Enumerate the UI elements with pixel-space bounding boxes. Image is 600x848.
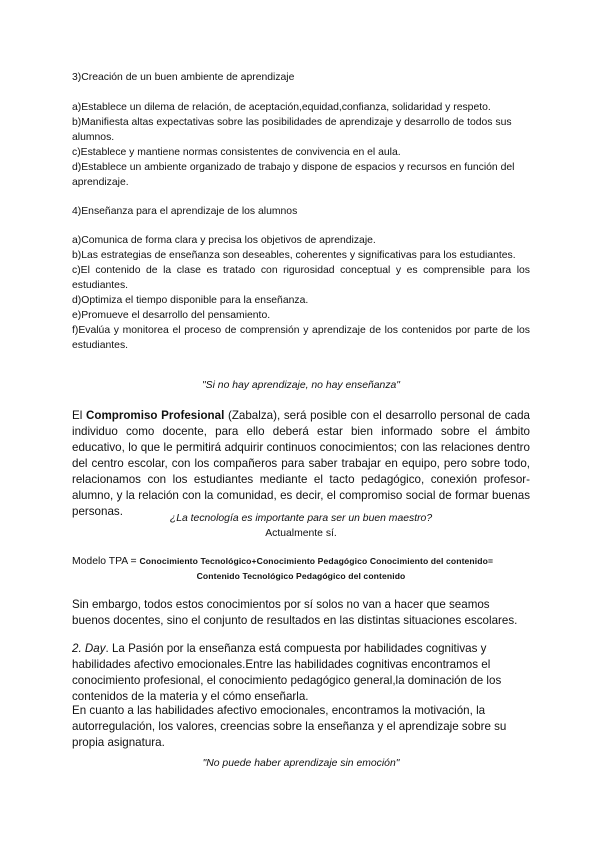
list-item: a)Establece un dilema de relación, de aceptación,equidad,confianza, solidaridad y respeto. (72, 102, 491, 113)
day-citation: 2. Day (72, 642, 106, 655)
list-item: c)Establece y mantiene normas consistentes de convivencia en el aula. (72, 147, 401, 158)
modelo-label: Modelo TPA = (72, 556, 140, 567)
list-item: f)Evalúa y monitorea el proceso de comprensión y aprendizaje de los contenidos por parte de los estudiantes. (72, 325, 530, 351)
sin-embargo-paragraph: Sin embargo, todos estos conocimientos por sí solos no van a hacer que seamos buenos docentes, sino el conjunto de resultados en las distintas situaciones escolares. (72, 598, 518, 627)
modelo-line (72, 554, 530, 569)
list-item: d)Establece un ambiente organizado de trabajo y dispone de espacios y recursos en función del aprendizaje. (72, 162, 515, 188)
quote-emocion: "No puede haber aprendizaje sin emoción" (202, 758, 400, 769)
day-text: . La Pasión por la enseñanza está compuesta por habilidades cognitivas y habilidades afectivo emocionales.Entre las habilidades cognitivas encontramos el conocimiento profesional, el conocimiento pedagógico general,la dominación de los contenidos de la materia y el cómo enseñarla. (72, 642, 502, 703)
quote-aprendizaje: "Si no hay aprendizaje, no hay enseñanza" (201, 380, 400, 391)
technology-answer: Actualmente sí. (265, 528, 337, 539)
list-item: b)Manifiesta altas expectativas sobre las posibilidades de aprendizaje y desarrollo de todos sus alumnos. (72, 117, 512, 143)
technology-question: ¿La tecnología es importante para ser un buen maestro? (169, 513, 433, 524)
section3-heading: 3)Creación de un buen ambiente de aprendizaje (72, 72, 295, 83)
section4-list (72, 233, 530, 353)
compromiso-paragraph (72, 408, 530, 520)
list-item: e)Promueve el desarrollo del pensamiento. (72, 310, 271, 321)
section3-list (72, 100, 530, 190)
day-paragraph (72, 641, 530, 705)
modelo-formula: Conocimiento Tecnológico+Conocimiento Pedagógico Conocimiento del contenido= (139, 556, 494, 566)
list-item: d)Optimiza el tiempo disponible para la enseñanza. (72, 295, 309, 306)
compromiso-text: (Zabalza), será posible con el desarrollo personal de cada individuo como docente, para ello deberá estar bien informado sobre el ámbito educativo, lo que le permitirá adquirir continuos conocimientos; con las relaciones dentro del centro escolar, con los compañeros para saber trabajar en equipo, pero sobre todo, relacionamos con los estudiantes mediante el tacto pedagógico, conexión profesor-alumno, y la relación con la comunidad, es decir, el compromiso social de formar buenas personas. (72, 409, 530, 518)
list-item: b)Las estrategias de enseñanza son deseables, coherentes y significativas para los estudiantes. (72, 250, 516, 261)
list-item: a)Comunica de forma clara y precisa los objetivos de aprendizaje. (72, 235, 376, 246)
compromiso-prefix: El (72, 409, 86, 422)
afectivo-paragraph: En cuanto a las habilidades afectivo emocionales, encontramos la motivación, la autorregulación, los valores, creencias sobre la enseñanza y el aprendizaje sobre su propia asignatura. (72, 704, 507, 749)
compromiso-term: Compromiso Profesional (85, 409, 225, 422)
modelo-formula-result: Contenido Tecnológico Pedagógico del contenido (196, 571, 406, 581)
modelo-tpa (72, 554, 530, 584)
list-item: c)El contenido de la clase es tratado con rigurosidad conceptual y es comprensible para los estudiantes. (72, 265, 530, 291)
section4-heading: 4)Enseñanza para el aprendizaje de los alumnos (72, 206, 298, 217)
